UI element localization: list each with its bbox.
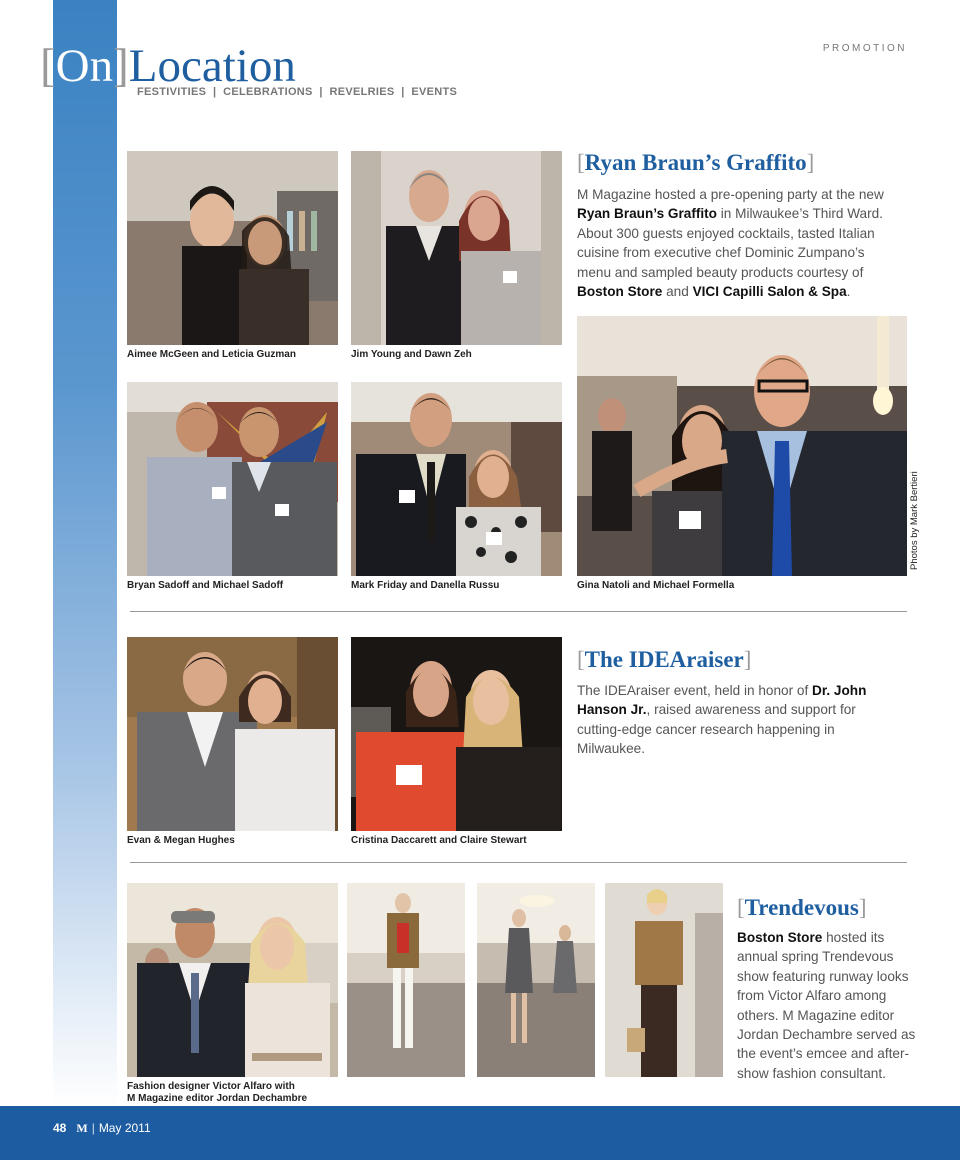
footer-folio: 48 M | May 2011 (53, 1121, 151, 1135)
photo-victor-jordan (127, 883, 338, 1077)
photo-bryan-michael (127, 382, 338, 576)
caption-jim-dawn: Jim Young and Dawn Zeh (351, 349, 472, 360)
caption-mark-danella: Mark Friday and Danella Russu (351, 580, 500, 591)
section-title-idearaiser: [The IDEAraiser] (577, 647, 752, 672)
section-divider (130, 862, 907, 863)
caption-evan-megan: Evan & Megan Hughes (127, 835, 235, 846)
photo-jim-dawn (351, 151, 562, 345)
section-title-graffito: [Ryan Braun’s Graffito] (577, 150, 815, 175)
sidebar-stripe (53, 0, 117, 1106)
promotion-label: PROMOTION (822, 43, 907, 54)
photo-cristina-claire (351, 637, 562, 831)
photo-evan-megan (127, 637, 338, 831)
photo-runway-2 (477, 883, 595, 1077)
section-title-trendevous: [Trendevous] (737, 895, 867, 920)
section-subnav: FESTIVITIES | CELEBRATIONS | REVELRIES | EVENTS (137, 86, 458, 98)
photo-aimee-leticia (127, 151, 338, 345)
section-body-idearaiser: The IDEAraiser event, held in honor of Dr. John Hanson Jr., raised awareness and support for cutting-edge cancer research happening in Milwaukee. (577, 683, 867, 757)
issue-date: May 2011 (98, 1121, 151, 1135)
caption-gina-michael: Gina Natoli and Michael Formella (577, 580, 735, 591)
section-logo: [On]Location (40, 40, 296, 92)
caption-bryan-michael: Bryan Sadoff and Michael Sadoff (127, 580, 284, 591)
caption-aimee-leticia: Aimee McGeen and Leticia Guzman (127, 349, 296, 360)
section-divider (130, 611, 907, 612)
caption-cristina-claire: Cristina Daccarett and Claire Stewart (351, 835, 527, 846)
photo-runway-3 (605, 883, 723, 1077)
photo-gina-michael (577, 316, 907, 576)
logo-location: Location (128, 40, 296, 92)
magazine-mark: M (76, 1121, 88, 1135)
section-body-graffito: M Magazine hosted a pre-opening party at the new Ryan Braun’s Graffito in Milwaukee’s Third Ward. About 300 guests enjoyed cocktails, tasted Italian cuisine from executive chef Dominic Zumpano’s menu and sampled beauty products courtesy of Boston Store and VICI Capilli Salon & Spa. (577, 187, 884, 300)
section-body-trendevous: Boston Store hosted its annual spring Trendevous show featuring runway looks from Victor Alfaro among others. M Magazine editor Jordan Dechambre served as the event’s emcee and after-show fashion consultant. (737, 930, 916, 1081)
page-number: 48 (53, 1121, 67, 1135)
caption-victor-jordan: Fashion designer Victor Alfaro with M Magazine editor Jordan Dechambre (127, 1081, 308, 1104)
logo-on: On (55, 40, 114, 92)
photo-runway-1 (347, 883, 465, 1077)
photo-mark-danella (351, 382, 562, 576)
photo-credit: Photos by Mark Bertieri (909, 471, 920, 570)
